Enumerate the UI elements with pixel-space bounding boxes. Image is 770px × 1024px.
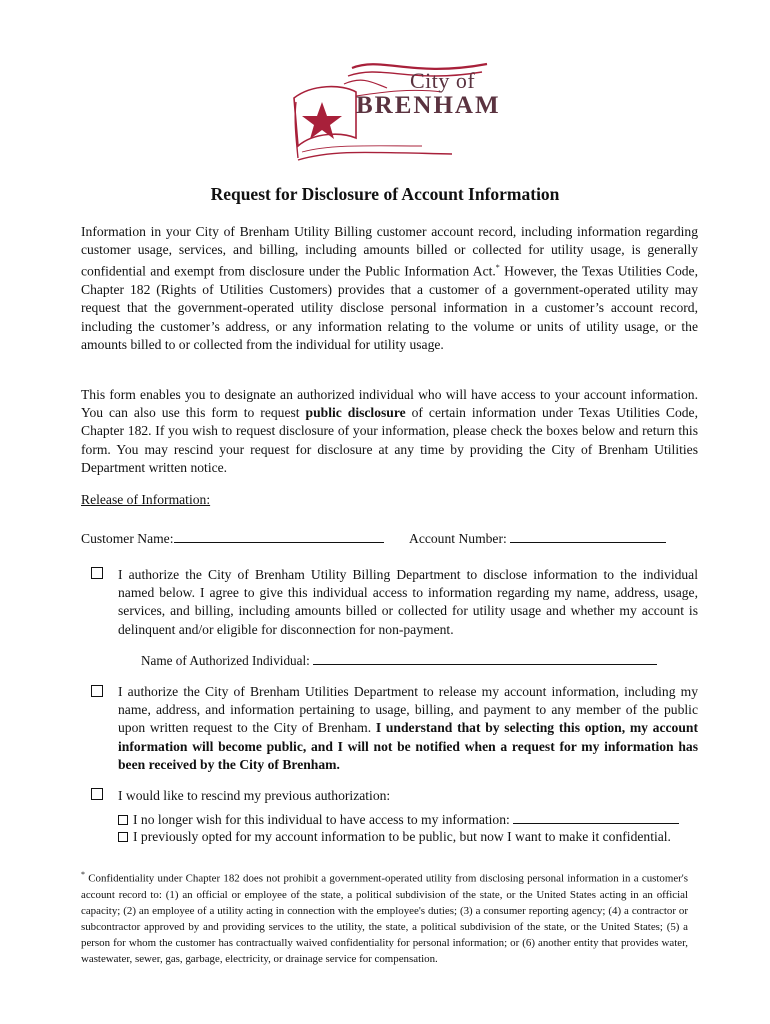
rescind-option-1-label: I no longer wish for this individual to have access to my information: (133, 812, 514, 827)
customer-name-label: Customer Name: (81, 531, 174, 546)
rescind-option-2 (118, 829, 671, 845)
logo-brenham: BRENHAM (356, 92, 501, 119)
authorized-individual-field (141, 652, 657, 669)
rescind-option-1 (118, 811, 679, 828)
account-number-label: Account Number: (409, 531, 511, 546)
account-number-field (409, 530, 666, 547)
option3-checkbox[interactable] (91, 788, 103, 800)
rescind-checkbox-1[interactable] (118, 815, 128, 825)
account-number-blank[interactable] (510, 530, 666, 543)
option2-checkbox[interactable] (91, 685, 103, 697)
rescind-option-2-label: I previously opted for my account information to be public, but now I want to make it confidential. (133, 829, 671, 844)
logo-city-of: City of (410, 68, 476, 93)
customer-name-blank[interactable] (174, 530, 384, 543)
rescind-blank[interactable] (513, 811, 679, 824)
authorized-individual-label: Name of Authorized Individual: (141, 653, 314, 668)
release-heading: Release of Information: (81, 492, 211, 507)
customer-name-field (81, 530, 384, 547)
authorized-individual-blank[interactable] (313, 652, 657, 665)
footnote: * Confidentiality under Chapter 182 does not prohibit a government-operated utility from disclosing personal information in a customer's account record to: (1) an official or employee of the state, a political subdivision of the state, or the United States acting in an official capacity; (2) an employee of a utility acting in connection with the employee's duties; (3) a consumer reporting agency; (4) a contractor or subcontractor approved by and providing services to the utility, the state, a political subdivision of the state, or the United States; (5) a person for whom the customer has contractually waived confidentiality for personal information; or (6) another entity that provides water, wastewater, sewer, gas, garbage, electricity, or drainage service for compensation. (81, 870, 688, 965)
option3-text: I would like to rescind my previous authorization: (118, 788, 391, 803)
footnote-star: * (81, 870, 85, 879)
purpose-paragraph: This form enables you to designate an authorized individual who will have access to your account information. You can also use this form to request public disclosure of certain information under Texas Utilities Code, Chapter 182. If you wish to request disclosure of your information, please check the boxes below and return this form. You may rescind your request for disclosure at any time by providing the City of Brenham Utilities Department written notice. (81, 387, 698, 475)
option1-text: I authorize the City of Brenham Utility Billing Department to disclose information to the individual named below. I agree to give this individual access to information regarding my name, address, usage, services, and billing, including amounts billed or collected for utility usage and whether my account is delinquent and/or eligible for disconnection for non-payment. (118, 567, 698, 637)
intro-paragraph: Information in your City of Brenham Utility Billing customer account record, including information regarding customer usage, services, and billing, including amounts billed or collected for utility usage, is generally confidential and exempt from disclosure under the Public Information Act.* However, the Texas Utilities Code, Chapter 182 (Rights of Utilities Customers) provides that a customer of a government-operated utility may request that the government-operated utility disclose personal information in a customer’s account record, including the customer’s address, or any information relating to the volume or units of utility usage, or the amounts billed to or collected from the individual for utility usage. (81, 224, 698, 352)
page-title: Request for Disclosure of Account Information (210, 184, 560, 204)
option1-checkbox[interactable] (91, 567, 103, 579)
footnote-mark: * (495, 263, 500, 273)
rescind-checkbox-2[interactable] (118, 832, 128, 842)
option2-text: I authorize the City of Brenham Utilities Department to release my account information, including my name, address, and information pertaining to usage, billing, and payment to any member of the public upon written request to the City of Brenham. I understand that by selecting this option, my account information will become public, and I will not be notified when a request for my information has been received by the City of Brenham. (118, 684, 698, 772)
